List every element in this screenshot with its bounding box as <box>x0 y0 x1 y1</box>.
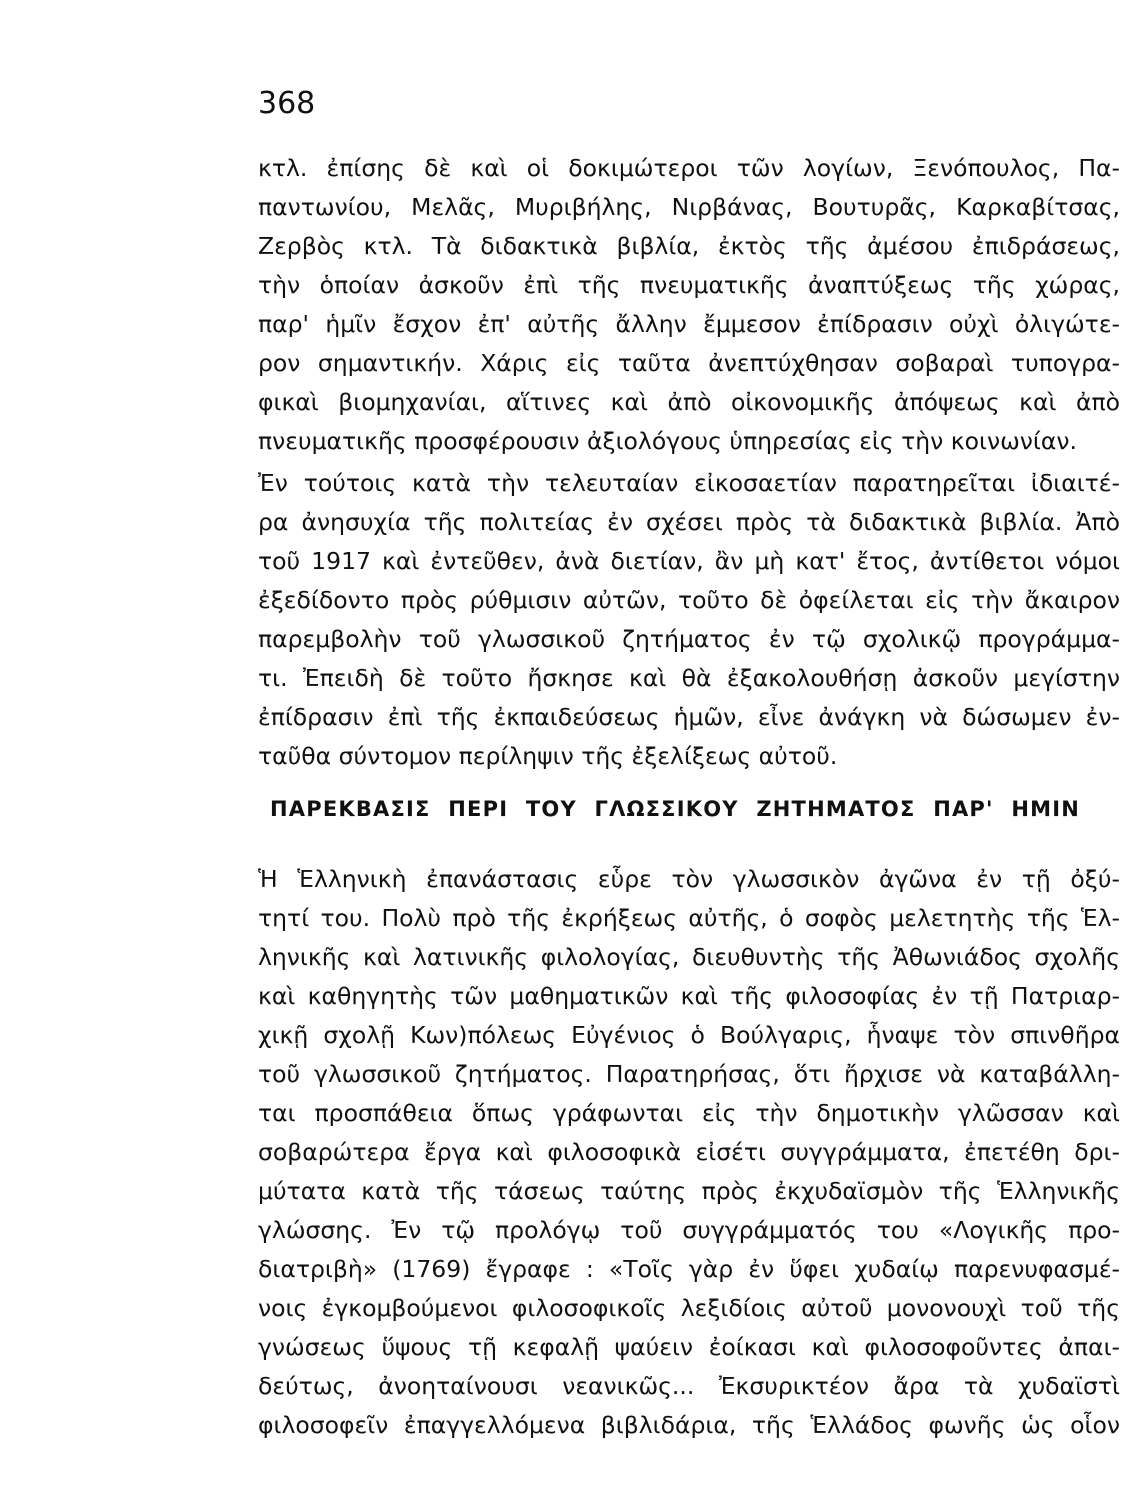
page-number: 368 <box>258 86 316 121</box>
text-line: ται προσπάθεια ὅπως γράφωνται εἰς τὴν δημοτικὴν γλῶσσαν καὶ <box>258 1099 1120 1127</box>
text-line: τοῦ γλωσσικοῦ ζητήματος. Παρατηρήσας, ὅτι ἤρχισε νὰ καταβάλλη- <box>258 1060 1120 1088</box>
text-line: ληνικῆς καὶ λατινικῆς φιλολογίας, διευθυντὴς τῆς Ἀθωνιάδος σχολῆς <box>258 943 1120 971</box>
text-line: διατριβὴ» (1769) ἔγραφε : «Τοῖς γὰρ ἐν ὕφει χυδαίῳ παρενυφασμέ- <box>258 1255 1120 1283</box>
paragraph-2 <box>258 464 1120 776</box>
text-line: νοις ἐγκομβούμενοι φιλοσοφικοῖς λεξιδίοις αὐτοῦ μονονουχὶ τοῦ τῆς <box>258 1294 1120 1322</box>
text-line: τητί του. Πολὺ πρὸ τῆς ἐκρήξεως αὐτῆς, ὁ σοφὸς μελετητὴς τῆς Ἑλ- <box>258 904 1120 932</box>
text-line: μύτατα κατὰ τῆς τάσεως ταύτης πρὸς ἐκχυδαϊσμὸν τῆς Ἑλληνικῆς <box>258 1177 1120 1205</box>
text-line: Ζερβὸς κτλ. Τὰ διδακτικὰ βιβλία, ἐκτὸς τῆς ἀμέσου ἐπιδράσεως, <box>258 232 1120 260</box>
text-line: χικῇ σχολῇ Κων)πόλεως Εὐγένιος ὁ Βούλγαρις, ἧναψε τὸν σπινθῆρα <box>258 1021 1120 1049</box>
text-line: Ἐν τούτοις κατὰ τὴν τελευταίαν εἰκοσαετίαν παρατηρεῖται ἰδιαιτέ- <box>258 469 1120 497</box>
paragraph-1 <box>258 149 1120 461</box>
text-line: ἐξεδίδοντο πρὸς ρύθμισιν αὐτῶν, τοῦτο δὲ ὀφείλεται εἰς τὴν ἄκαιρον <box>258 586 1120 614</box>
text-line: Ἡ Ἑλληνικὴ ἐπανάστασις εὗρε τὸν γλωσσικὸν ἀγῶνα ἐν τῇ ὀξύ- <box>258 865 1120 893</box>
text-line: γνώσεως ὕψους τῇ κεφαλῇ ψαύειν ἐοίκασι καὶ φιλοσοφοῦντες ἀπαι- <box>258 1333 1120 1361</box>
text-line: γλώσσης. Ἐν τῷ προλόγῳ τοῦ συγγράμματός του «Λογικῆς προ- <box>258 1216 1120 1244</box>
text-line: τὴν ὁποίαν ἀσκοῦν ἐπὶ τῆς πνευματικῆς ἀναπτύξεως τῆς χώρας, <box>258 271 1120 299</box>
text-line: ρον σημαντικήν. Χάρις εἰς ταῦτα ἀνεπτύχθησαν σοβαραὶ τυπογρα- <box>258 349 1120 377</box>
text-line: πνευματικῆς προσφέρουσιν ἀξιολόγους ὑπηρεσίας εἰς τὴν κοινωνίαν. <box>258 427 1077 455</box>
text-line: φικαὶ βιομηχανίαι, αἵτινες καὶ ἀπὸ οἰκονομικῆς ἀπόψεως καὶ ἀπὸ <box>258 388 1120 416</box>
text-line: τι. Ἐπειδὴ δὲ τοῦτο ἤσκησε καὶ θὰ ἐξακολουθήσῃ ἀσκοῦν μεγίστην <box>258 664 1120 692</box>
text-line: παντωνίου, Μελᾶς, Μυριβήλης, Νιρβάνας, Βουτυρᾶς, Καρκαβίτσας, <box>258 193 1120 221</box>
text-line: σοβαρώτερα ἔργα καὶ φιλοσοφικὰ εἰσέτι συγγράμματα, ἐπετέθη δρι- <box>258 1138 1120 1166</box>
text-line: παρ' ἡμῖν ἔσχον ἐπ' αὐτῆς ἄλλην ἔμμεσον ἐπίδρασιν οὐχὶ ὀλιγώτε- <box>258 310 1120 338</box>
text-line: τοῦ 1917 καὶ ἐντεῦθεν, ἀνὰ διετίαν, ἂν μὴ κατ' ἔτος, ἀντίθετοι νόμοι <box>258 547 1120 575</box>
text-line: κτλ. ἐπίσης δὲ καὶ οἱ δοκιμώτεροι τῶν λογίων, Ξενόπουλος, Πα- <box>258 154 1120 182</box>
text-line: παρεμβολὴν τοῦ γλωσσικοῦ ζητήματος ἐν τῷ σχολικῷ προγράμμα- <box>258 625 1120 653</box>
text-line: καὶ καθηγητὴς τῶν μαθηματικῶν καὶ τῆς φιλοσοφίας ἐν τῇ Πατριαρ- <box>258 982 1120 1010</box>
text-line: ταῦθα σύντομον περίληψιν τῆς ἐξελίξεως αὐτοῦ. <box>258 742 838 770</box>
text-line: ρα ἀνησυχία τῆς πολιτείας ἐν σχέσει πρὸς τὰ διδακτικὰ βιβλία. Ἀπὸ <box>258 508 1120 536</box>
section-paragraph <box>258 860 1120 1445</box>
text-line: δεύτως, ἀνοηταίνουσι νεανικῶς... Ἐκσυρικτέον ἄρα τὰ χυδαϊστὶ <box>258 1372 1120 1400</box>
text-line: ἐπίδρασιν ἐπὶ τῆς ἐκπαιδεύσεως ἡμῶν, εἶνε ἀνάγκη νὰ δώσωμεν ἐν- <box>258 703 1120 731</box>
section-heading: ΠΑΡΕΚΒΑΣΙΣ ΠΕΡΙ ΤΟΥ ΓΛΩΣΣΙΚΟΥ ΖΗΤΗΜΑΤΟΣ ΠΑΡ' ΗΜΙΝ <box>270 797 1080 821</box>
text-line: φιλοσοφεῖν ἐπαγγελλόμενα βιβλιδάρια, τῆς Ἑλλάδος φωνῆς ὡς οἷον <box>258 1411 1120 1439</box>
